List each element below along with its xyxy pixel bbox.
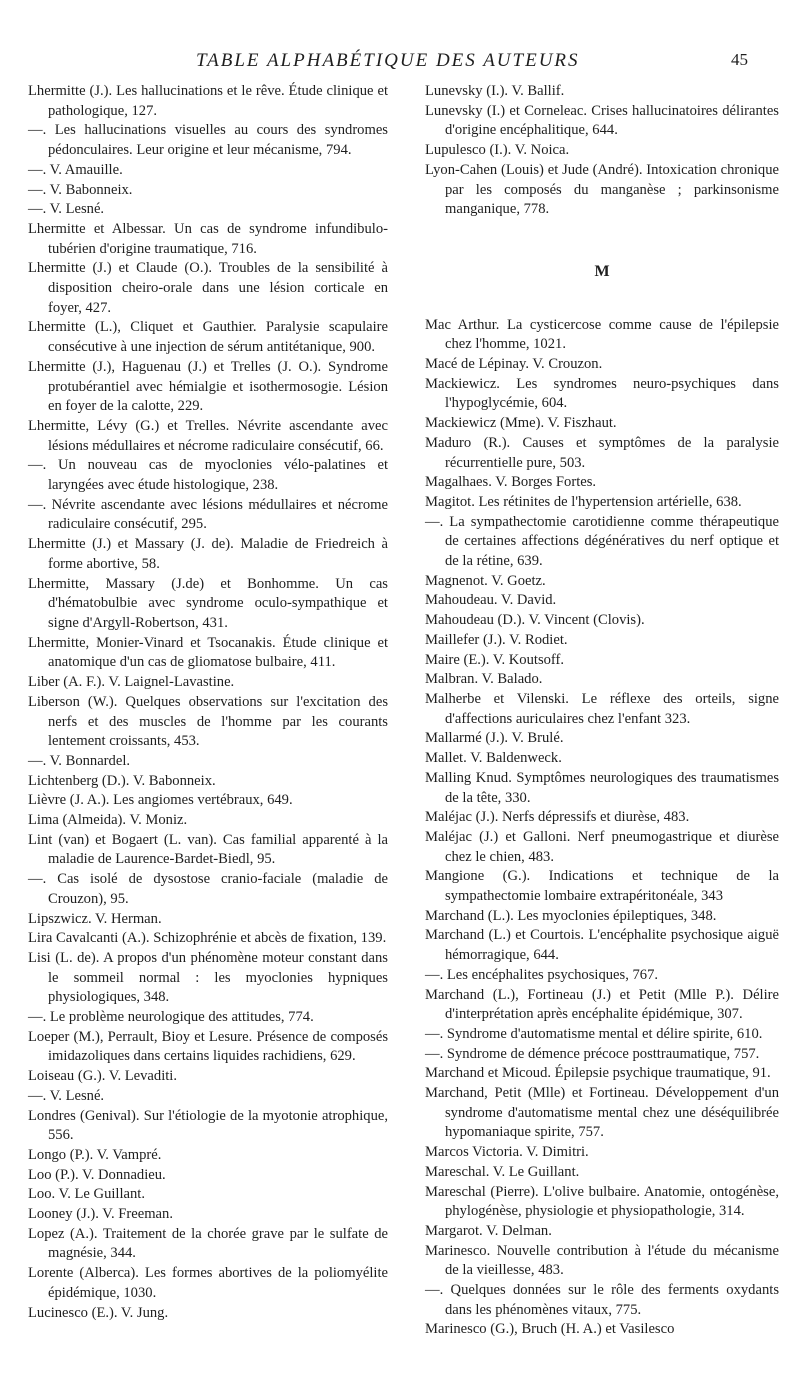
index-entry: —. Un nouveau cas de myoclonies vélo-palatines et laryngées avec étude histologique, 238. bbox=[28, 457, 388, 494]
index-entry: Loo. V. Le Guillant. bbox=[28, 1186, 146, 1203]
index-entry: Lhermitte (L.), Cliquet et Gauthier. Paralysie scapulaire consécutive à une injection de sérum antitétanique, 900. bbox=[28, 319, 388, 356]
index-entry: Maléjac (J.) et Galloni. Nerf pneumogastrique et diurèse chez le chien, 483. bbox=[425, 828, 779, 865]
index-entry: Lisi (L. de). A propos d'un phénomène moteur constant dans le sommeil normal : les myoclonies hypniques physiologiques, 348. bbox=[28, 949, 388, 1006]
index-entry: Macé de Lépinay. V. Crouzon. bbox=[425, 356, 603, 373]
index-entry: —. Névrite ascendante avec lésions médullaires et nécrome radiculaire consécutif, 295. bbox=[28, 496, 388, 533]
index-entry: Maillefer (J.). V. Rodiet. bbox=[425, 631, 568, 648]
right-column-top bbox=[425, 82, 779, 220]
index-entry: Lhermitte (J.) et Claude (O.). Troubles de la sensibilité à disposition cheiro-orale dans une lésion corticale en foyer, 427. bbox=[28, 260, 388, 316]
index-entry: Marchand et Micoud. Épilepsie psychique traumatique, 91. bbox=[425, 1065, 771, 1082]
index-entry: —. V. Lesné. bbox=[28, 201, 105, 218]
right-column-bottom bbox=[425, 316, 779, 1341]
index-entry: —. Le problème neurologique des attitudes, 774. bbox=[28, 1009, 314, 1026]
index-entry: Maire (E.). V. Koutsoff. bbox=[425, 651, 565, 668]
index-entry: Lipszwicz. V. Herman. bbox=[28, 910, 162, 927]
index-entry: Looney (J.). V. Freeman. bbox=[28, 1206, 173, 1223]
index-entry: —. La sympathectomie carotidienne comme thérapeutique de certaines affections dégénératives du nerf optique et de la rétine, 639. bbox=[425, 513, 779, 570]
index-entry: Maduro (R.). Causes et symptômes de la paralysie récurrentielle pure, 503. bbox=[425, 434, 779, 471]
index-entry: Liber (A. F.). V. Laignel-Lavastine. bbox=[28, 674, 235, 691]
index-entry: Lhermitte (J.) et Massary (J. de). Maladie de Friedreich à forme abortive, 58. bbox=[28, 536, 388, 572]
index-entry: Lunevsky (I.) et Corneleac. Crises hallucinatoires délirantes d'origine encéphalitique, 644. bbox=[425, 102, 779, 139]
index-entry: —. Cas isolé de dysostose cranio-faciale (maladie de Crouzon), 95. bbox=[28, 871, 388, 907]
index-entry: Mareschal. V. Le Guillant. bbox=[425, 1163, 580, 1180]
index-entry: Loo (P.). V. Donnadieu. bbox=[28, 1166, 166, 1183]
index-entry: Marcos Victoria. V. Dimitri. bbox=[425, 1144, 589, 1161]
index-entry: Lopez (A.). Traitement de la chorée grave par le sulfate de magnésie, 344. bbox=[28, 1225, 388, 1262]
index-entry: Lhermitte, Massary (J.de) et Bonhomme. Un cas d'hématobulbie avec syndrome oculo-sympathique et signe d'Argyll-Robertson, 431. bbox=[28, 575, 388, 631]
index-entry: Malbran. V. Balado. bbox=[425, 671, 543, 688]
section-letter: M bbox=[594, 262, 610, 280]
index-entry: Magalhaes. V. Borges Fortes. bbox=[425, 474, 597, 491]
index-entry: Marchand, Petit (Mlle) et Fortineau. Développement d'un syndrome d'automatisme mental chez une déséquilibrée hypomaniaque spirite, 757. bbox=[425, 1085, 779, 1141]
index-entry: Mallet. V. Baldenweck. bbox=[425, 750, 562, 767]
index-entry: —. Les hallucinations visuelles au cours des syndromes pédonculaires. Leur origine et leur mécanisme, 794. bbox=[28, 122, 388, 159]
index-entry: Mac Arthur. La cysticercose comme cause de l'épilepsie chez l'homme, 1021. bbox=[425, 316, 779, 353]
running-head bbox=[0, 50, 800, 74]
index-entry: —. V. Lesné. bbox=[28, 1087, 105, 1104]
index-entry: Mahoudeau. V. David. bbox=[425, 592, 557, 609]
index-entry: —. Syndrome de démence précoce posttraumatique, 757. bbox=[425, 1045, 760, 1062]
index-entry: Magnenot. V. Goetz. bbox=[425, 572, 546, 589]
index-entry: Lhermitte (J.). Les hallucinations et le rêve. Étude clinique et pathologique, 127. bbox=[28, 83, 388, 119]
index-entry: Lorente (Alberca). Les formes abortives de la poliomyélite épidémique, 1030. bbox=[28, 1265, 388, 1301]
index-entry: Lichtenberg (D.). V. Babonneix. bbox=[28, 772, 216, 789]
index-entry: Lhermitte et Albessar. Un cas de syndrome infundibulo-tubérien d'origine traumatique, 716. bbox=[28, 220, 388, 257]
index-entry: Marchand (L.) et Courtois. L'encéphalite psychosique aiguë hémorragique, 644. bbox=[425, 927, 779, 964]
index-entry: Malherbe et Vilenski. Le réflexe des orteils, signe d'affections auriculaires chez l'enfant 323. bbox=[425, 690, 779, 727]
index-entry: Lucinesco (E.). V. Jung. bbox=[28, 1304, 169, 1321]
index-entry: Londres (Genival). Sur l'étiologie de la myotonie atrophique, 556. bbox=[28, 1107, 388, 1144]
index-entry: Lupulesco (I.). V. Noica. bbox=[425, 142, 570, 159]
right-column bbox=[425, 82, 779, 1340]
index-entry: Malling Knud. Symptômes neurologiques des traumatismes de la tête, 330. bbox=[425, 769, 779, 806]
index-entry: Mangione (G.). Indications et technique de la sympathectomie lombaire extrapéritonéale, 343 bbox=[425, 868, 779, 905]
index-entry: Maléjac (J.). Nerfs dépressifs et diurèse, 483. bbox=[425, 809, 690, 826]
index-entry: —. V. Bonnardel. bbox=[28, 752, 131, 769]
index-entry: Lint (van) et Bogaert (L. van). Cas familial apparenté à la maladie de Laurence-Bardet-Biedl, 95. bbox=[28, 831, 388, 868]
index-entry: Marchand (L.). Les myoclonies épileptiques, 348. bbox=[425, 907, 717, 924]
index-entry: —. V. Amauille. bbox=[28, 161, 123, 178]
index-entry: Marinesco. Nouvelle contribution à l'étude du mécanisme de la vieillesse, 483. bbox=[425, 1242, 779, 1279]
index-entry: —. Syndrome d'automatisme mental et délire spirite, 610. bbox=[425, 1025, 763, 1042]
index-entry: —. Quelques données sur le rôle des ferments oxydants dans les phénomènes vitaux, 775. bbox=[425, 1282, 779, 1318]
index-entry: Lhermitte (J.), Haguenau (J.) et Trelles (J. O.). Syndrome protubérantiel avec hémialgie et isothermosogie. Lésion en foyer de la calotte, 229. bbox=[28, 358, 388, 415]
index-entry: —. V. Babonneix. bbox=[28, 181, 133, 198]
index-entry: Loiseau (G.). V. Levaditi. bbox=[28, 1068, 178, 1085]
index-entry: Lyon-Cahen (Louis) et Jude (André). Intoxication chronique par les composés du manganèse ; parkinsonisme manganique, 778. bbox=[425, 161, 779, 218]
index-entry: Mackiewicz (Mme). V. Fiszhaut. bbox=[425, 415, 617, 432]
index-entry: —. Les encéphalites psychosiques, 767. bbox=[425, 966, 659, 983]
index-entry: Mallarmé (J.). V. Brulé. bbox=[425, 730, 564, 747]
index-entry: Margarot. V. Delman. bbox=[425, 1222, 552, 1239]
index-entry: Lhermitte, Monier-Vinard et Tsocanakis. Étude clinique et anatomique d'un cas de gliomatose bulbaire, 411. bbox=[28, 634, 388, 671]
index-entry: Lima (Almeida). V. Moniz. bbox=[28, 812, 188, 829]
page-number: 45 bbox=[731, 50, 748, 69]
index-entry: Lira Cavalcanti (A.). Schizophrénie et abcès de fixation, 139. bbox=[28, 930, 387, 947]
index-entry: Lunevsky (I.). V. Ballif. bbox=[425, 83, 565, 99]
running-title: TABLE ALPHABÉTIQUE DES AUTEURS bbox=[196, 50, 580, 71]
left-column bbox=[28, 82, 388, 1323]
index-entry: Lhermitte, Lévy (G.) et Trelles. Névrite ascendante avec lésions médullaires et nécrome radiculaire consécutif, 66. bbox=[28, 417, 388, 454]
index-entry: Liberson (W.). Quelques observations sur l'excitation des nerfs et des muscles de l'homme par les courants lentement croissants, 453. bbox=[28, 693, 388, 750]
index-entry: Marinesco (G.), Bruch (H. A.) et Vasilesco bbox=[425, 1321, 675, 1338]
index-entry: Longo (P.). V. Vampré. bbox=[28, 1146, 162, 1163]
index-entry: Mahoudeau (D.). V. Vincent (Clovis). bbox=[425, 612, 645, 629]
index-entry: Loeper (M.), Perrault, Bioy et Lesure. Présence de composés imidazoliques dans certains liquides rachidiens, 629. bbox=[28, 1028, 388, 1065]
index-entry: Lièvre (J. A.). Les angiomes vertébraux, 649. bbox=[28, 792, 293, 809]
index-entry: Marchand (L.), Fortineau (J.) et Petit (Mlle P.). Délire d'interprétation après encéphalite épidémique, 307. bbox=[425, 986, 779, 1023]
index-entry: Mackiewicz. Les syndromes neuro-psychiques dans l'hypoglycémie, 604. bbox=[425, 375, 779, 412]
index-entry: Magitot. Les rétinites de l'hypertension artérielle, 638. bbox=[425, 493, 742, 510]
index-entry: Mareschal (Pierre). L'olive bulbaire. Anatomie, ontogénèse, phylogénèse, physiologie et physiopathologie, 314. bbox=[425, 1183, 779, 1220]
